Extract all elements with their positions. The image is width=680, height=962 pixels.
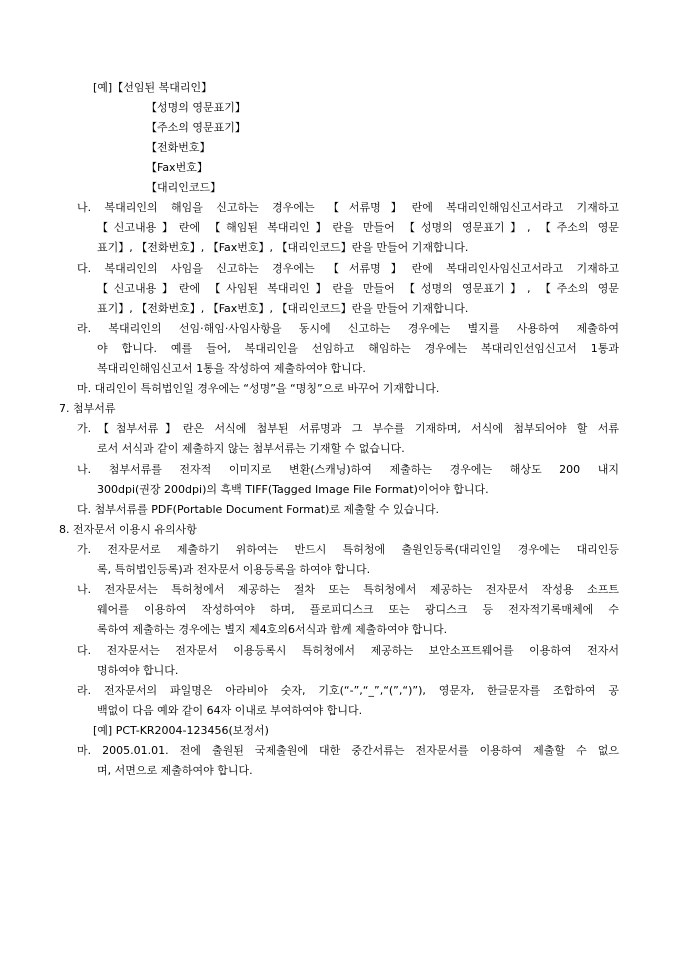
paragraph-line: 라. 전자문서의 파일명은 아라비아 숫자, 기호(“-”,“_”,“(”,“)”), 영문자, 한글문자를 조합하여 공 [77, 684, 619, 697]
paragraph-line: 명하여야 합니다. [97, 664, 179, 677]
paragraph-line: 록하여 제출하는 경우에는 별지 제4호의6서식과 함께 제출하여야 합니다. [97, 623, 448, 636]
paragraph-line: 다. 복대리인의 사임을 신고하는 경우에는 【서류명】란에 복대리인사임신고서라고 기재하고 [77, 262, 619, 275]
paragraph-line: 며, 서면으로 제출하여야 합니다. [97, 764, 253, 777]
paragraph-line: 다. 첨부서류를 PDF(Portable Document Format)로 제출할 수 있습니다. [77, 503, 439, 516]
paragraph-line: 백없이 다음 예와 같이 64자 이내로 부여하여야 합니다. [97, 704, 363, 717]
paragraph-line: 복대리인해임신고서 1통을 작성하여 제출하여야 합니다. [97, 362, 366, 375]
paragraph-line: 라. 복대리인의 선임·해임·사임사항을 동시에 신고하는 경우에는 별지를 사용하여 제출하여 [77, 322, 619, 335]
paragraph-line: 나. 복대리인의 해임을 신고하는 경우에는 【서류명】란에 복대리인해임신고서라고 기재하고 [77, 201, 619, 214]
paragraph-line: 【신고내용】란에 【해임된 복대리인】란을 만들어 【성명의 영문표기】, 【주소의 영문 [97, 221, 619, 234]
paragraph-line: 록, 특허법인등록)과 전자문서 이용등록을 하여야 합니다. [97, 563, 371, 576]
example-item: 【주소의 영문표기】 [146, 121, 246, 134]
paragraph-line: 가.【첨부서류】란은 서식에 첨부된 서류명과 그 부수를 기재하며, 서식에 첨부되어야 할 서류 [77, 422, 619, 435]
section-heading: 8. 전자문서 이용시 유의사항 [59, 523, 197, 536]
paragraph-line: 야 합니다. 예를 들어, 복대리인을 선임하고 해임하는 경우에는 복대리인선임신고서 1통과 [97, 342, 619, 355]
paragraph-line: 웨어를 이용하여 작성하여야 하며, 플로피디스크 또는 광디스크 등 전자적기록매체에 수 [97, 603, 619, 616]
example-item: 【성명의 영문표기】 [146, 101, 246, 114]
paragraph-line: 가. 전자문서로 제출하기 위하여는 반드시 특허청에 출원인등록(대리인일 경우에는 대리인등 [77, 543, 619, 556]
example-label: [예]【선임된 복대리인】 [93, 81, 213, 94]
paragraph-line: 표기】, 【전화번호】, 【Fax번호】, 【대리인코드】란을 만들어 기재합니다. [97, 241, 469, 254]
section-heading: 7. 첨부서류 [59, 402, 116, 415]
example-item: 【전화번호】 [146, 141, 211, 154]
paragraph-line: 300dpi(권장 200dpi)의 흑백 TIFF(Tagged Image File Format)이어야 합니다. [97, 483, 489, 496]
example-item: 【Fax번호】 [146, 161, 208, 174]
example-item: 【대리인코드】 [146, 181, 222, 194]
paragraph-line: 나. 첨부서류를 전자적 이미지로 변환(스캐닝)하여 제출하는 경우에는 해상도 200 내지 [77, 463, 619, 476]
paragraph-line: 로서 서식과 같이 제출하지 않는 첨부서류는 기재할 수 없습니다. [97, 442, 405, 455]
paragraph-line: 【신고내용】란에 【사임된 복대리인】란을 만들어 【성명의 영문표기】, 【주소의 영문 [97, 282, 619, 295]
paragraph-line: 나. 전자문서는 특허청에서 제공하는 절차 또는 특허청에서 제공하는 전자문서 작성용 소프트 [77, 583, 619, 596]
paragraph-line: 표기】, 【전화번호】, 【Fax번호】, 【대리인코드】란을 만들어 기재합니다. [97, 302, 469, 315]
paragraph-line: 다. 전자문서는 전자문서 이용등록시 특허청에서 제공하는 보안소프트웨어를 이용하여 전자서 [77, 644, 619, 657]
paragraph-line: 마. 2005.01.01. 전에 출원된 국제출원에 대한 중간서류는 전자문서를 이용하여 제출할 수 없으 [77, 744, 619, 757]
paragraph-line: 마. 대리인이 특허법인일 경우에는 “성명”을 “명칭”으로 바꾸어 기재합니다. [77, 382, 440, 395]
example-filename: [예] PCT-KR2004-123456(보정서) [93, 724, 269, 737]
